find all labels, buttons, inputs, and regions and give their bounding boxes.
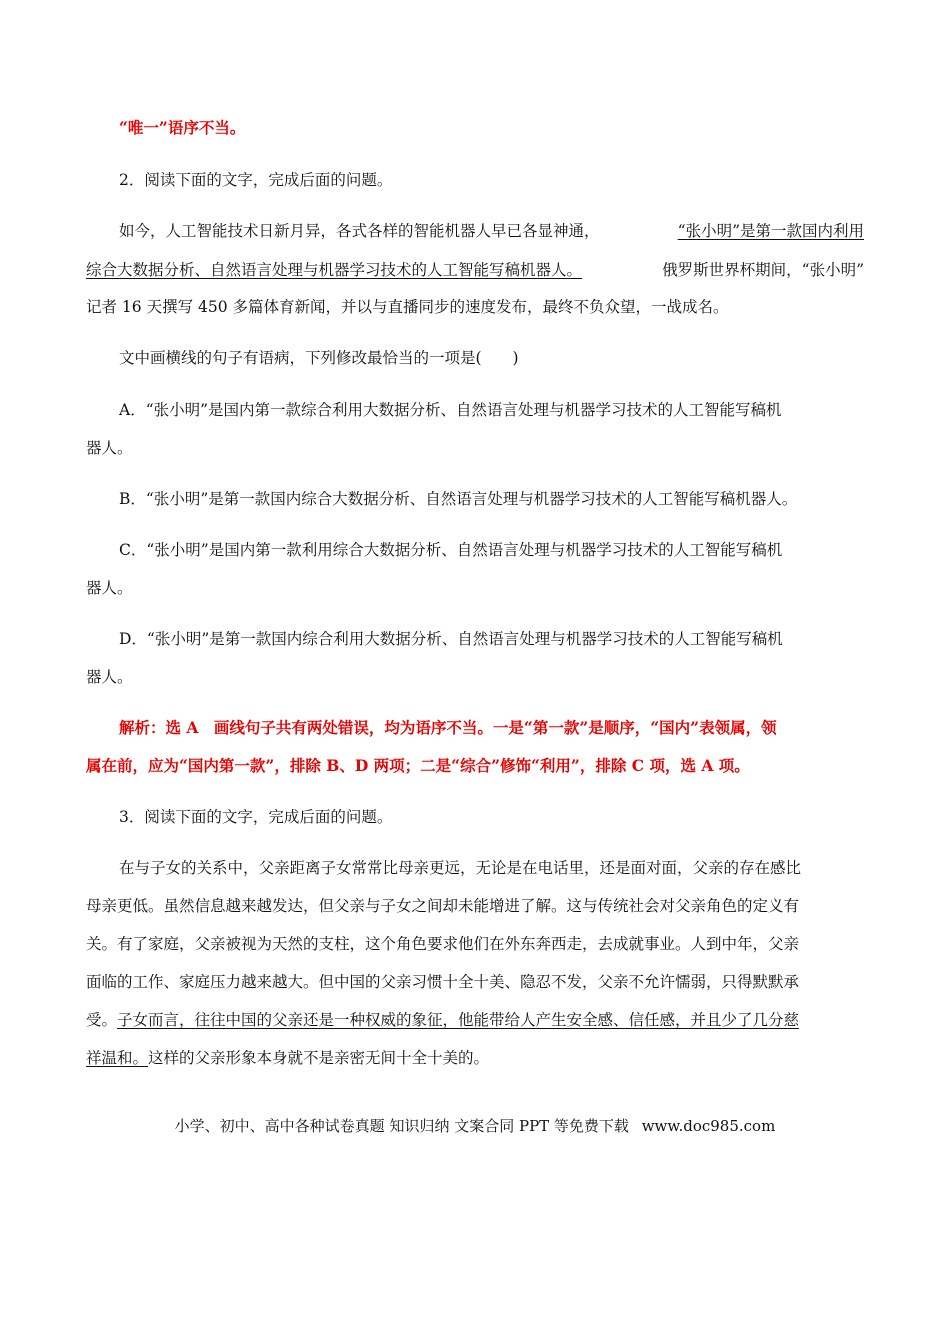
underlined-sentence: 子女而言，往往中国的父亲还是一种权威的象征，他能带给人产生安全感、信任感，并且少了几分慈 — [117, 1011, 800, 1029]
question-2-heading: 2．阅读下面的文字，完成后面的问题。 — [119, 171, 393, 189]
passage-line — [119, 221, 864, 241]
passage-line: 面临的工作、家庭压力越来越大。但中国的父亲习惯十全十美、隐忍不发，父亲不允许懦弱，只得默默承 — [86, 973, 800, 991]
option-a-text-cont: 器人。 — [86, 439, 133, 457]
passage-text: 这样的父亲形象本身就不是亲密无间十全十美的。 — [148, 1049, 490, 1067]
passage-line — [86, 1010, 864, 1030]
option-a-text: A．“张小明”是国内第一款综合利用大数据分析、自然语言处理与机器学习技术的人工智能写稿机 — [119, 401, 782, 419]
passage-line — [86, 260, 864, 280]
question-3-heading: 3．阅读下面的文字，完成后面的问题。 — [119, 808, 393, 826]
question-2-stem: 文中画横线的句子有语病，下列修改最恰当的一项是( ) — [119, 349, 519, 367]
option-d-text-cont: 器人。 — [86, 668, 133, 686]
passage-text: 如今，人工智能技术日新月异，各式各样的智能机器人早已各显神通， — [119, 222, 600, 240]
previous-answer-note: “唯一”语序不当。 — [119, 118, 246, 137]
underlined-sentence: 祥温和。 — [86, 1049, 149, 1067]
option-d-text: D．“张小明”是第一款国内综合利用大数据分析、自然语言处理与机器学习技术的人工智能写稿机 — [119, 630, 783, 648]
option-c-text-cont: 器人。 — [86, 579, 133, 597]
underlined-sentence: 综合大数据分析、自然语言处理与机器学习技术的人工智能写稿机器人。 — [86, 261, 583, 279]
option-b-text: B．“张小明”是第一款国内综合大数据分析、自然语言处理与机器学习技术的人工智能写稿机器人。 — [119, 490, 798, 508]
answer-line: 解析：选 A 画线句子共有两处错误，均为语序不当。一是“第一款”是顺序，“国内”表领属，领 — [119, 718, 777, 737]
underlined-sentence: “张小明”是第一款国内利用 — [677, 222, 864, 240]
passage-line: 关。有了家庭，父亲被视为天然的支柱，这个角色要求他们在外东奔西走，去成就事业。人到中年，父亲 — [86, 935, 800, 953]
passage-line: 记者 16 天撰写 450 多篇体育新闻，并以与直播同步的速度发布，最终不负众望，一战成名。 — [86, 298, 729, 316]
passage-line — [86, 1048, 864, 1068]
passage-text: 受。 — [86, 1011, 118, 1029]
passage-text: 俄罗斯世界杯期间，“张小明” — [662, 261, 864, 279]
option-c-text: C．“张小明”是国内第一款利用综合大数据分析、自然语言处理与机器学习技术的人工智能写稿机 — [119, 541, 783, 559]
passage-line: 母亲更低。虽然信息越来越发达，但父亲与子女之间却未能增进了解。这与传统社会对父亲角色的定义有 — [86, 897, 800, 915]
answer-line: 属在前，应为“国内第一款”，排除 B、D 两项；二是“综合”修饰“利用”，排除 C 项，选 A 项。 — [86, 756, 750, 775]
page-footer — [0, 1116, 950, 1136]
passage-line: 在与子女的关系中，父亲距离子女常常比母亲更远，无论是在电话里，还是面对面，父亲的存在感比 — [119, 859, 802, 877]
footer-link[interactable]: www.doc985.com — [641, 1117, 776, 1135]
footer-text: 小学、初中、高中各种试卷真题 知识归纳 文案合同 PPT 等免费下载 — [174, 1117, 629, 1135]
